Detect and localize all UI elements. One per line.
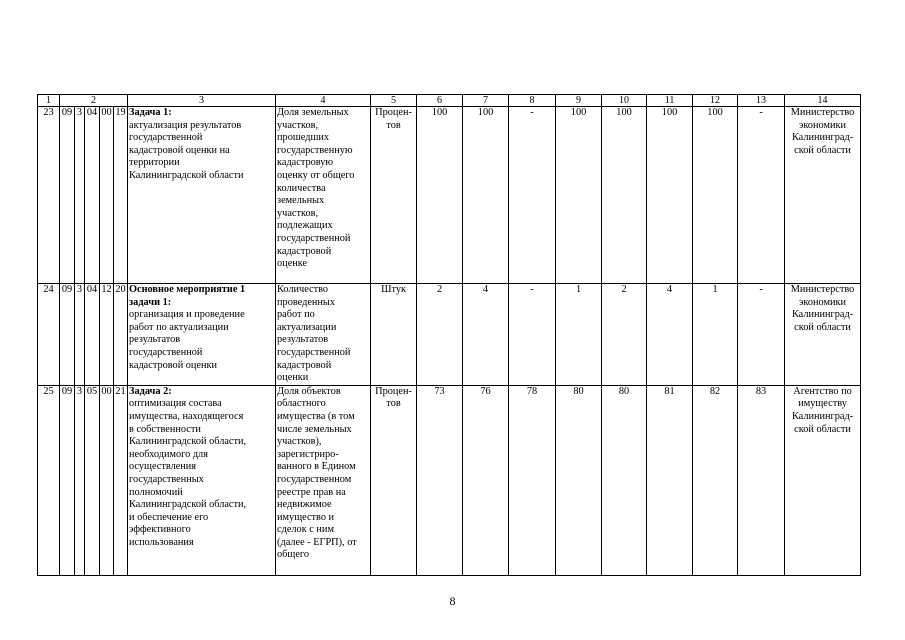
- code-cell: 00: [100, 107, 114, 284]
- row-number: 25: [38, 385, 60, 575]
- header-cell: 1: [38, 95, 60, 107]
- value-cell: 100: [556, 107, 602, 284]
- task-description: организация и проведение работ по актуализации результатов государственной кадастровой оценки: [129, 309, 245, 371]
- unit-cell: Штук: [371, 284, 417, 386]
- value-cell: -: [509, 107, 556, 284]
- unit-cell: Процен- тов: [371, 107, 417, 284]
- responsible-cell: Агентство по имуществу Калининград- ской области: [785, 385, 861, 575]
- code-cell: 09: [60, 107, 75, 284]
- plan-table: [37, 94, 861, 576]
- code-cell: 09: [60, 385, 75, 575]
- header-cell: 3: [128, 95, 276, 107]
- task-description: оптимизация состава имущества, находящегося в собственности Калининградской области, необходимого для осуществления государственных полномочий Калининградской области, и обеспечение его эффективного использования: [129, 398, 247, 548]
- header-cell: 2: [60, 95, 128, 107]
- value-cell: 100: [602, 107, 647, 284]
- code-cell: 09: [60, 284, 75, 386]
- value-cell: 78: [509, 385, 556, 575]
- indicator-cell: Количество проведенных работ по актуализации результатов государственной кадастровой оценки: [276, 284, 371, 386]
- code-cell: 3: [75, 284, 85, 386]
- value-cell: 2: [602, 284, 647, 386]
- header-cell: 11: [647, 95, 693, 107]
- table-row: [38, 107, 861, 284]
- value-cell: 80: [602, 385, 647, 575]
- code-cell: 05: [85, 385, 100, 575]
- code-cell: 00: [100, 385, 114, 575]
- header-cell: 13: [738, 95, 785, 107]
- indicator-cell: Доля земельных участков, прошедших государственную кадастровую оценку от общего количества земельных участков, подлежащих государственной кадастровой оценке: [276, 107, 371, 284]
- header-cell: 4: [276, 95, 371, 107]
- value-cell: 83: [738, 385, 785, 575]
- task-cell: [128, 284, 276, 386]
- value-cell: 100: [693, 107, 738, 284]
- code-cell: 04: [85, 284, 100, 386]
- value-cell: 80: [556, 385, 602, 575]
- code-cell: 04: [85, 107, 100, 284]
- value-cell: 73: [417, 385, 463, 575]
- value-cell: 1: [556, 284, 602, 386]
- header-cell: 7: [463, 95, 509, 107]
- code-cell: 3: [75, 385, 85, 575]
- task-title: Основное мероприятие 1 задачи 1:: [129, 284, 246, 308]
- table-row: [38, 284, 861, 386]
- value-cell: 100: [463, 107, 509, 284]
- value-cell: 1: [693, 284, 738, 386]
- code-cell: 3: [75, 107, 85, 284]
- header-cell: 10: [602, 95, 647, 107]
- task-description: актуализация результатов государственной кадастровой оценки на территории Калининградской области: [129, 119, 244, 181]
- header-cell: 8: [509, 95, 556, 107]
- indicator-cell: Доля объектов областного имущества (в том числе земельных участков), зарегистриро- ванного в Едином государственном реестре прав на недвижимое имущество и сделок с ним (далее - ЕГРП), от общего: [276, 385, 371, 575]
- responsible-cell: Министерство экономики Калининград- ской области: [785, 284, 861, 386]
- value-cell: -: [738, 284, 785, 386]
- header-cell: 12: [693, 95, 738, 107]
- value-cell: 100: [647, 107, 693, 284]
- header-row: [38, 95, 861, 107]
- row-number: 24: [38, 284, 60, 386]
- value-cell: 4: [463, 284, 509, 386]
- unit-cell: Процен- тов: [371, 385, 417, 575]
- code-cell: 19: [114, 107, 128, 284]
- task-cell: [128, 107, 276, 284]
- task-title: Задача 1:: [129, 107, 172, 118]
- task-title: Задача 2:: [129, 385, 172, 397]
- header-cell: 6: [417, 95, 463, 107]
- row-number: 23: [38, 107, 60, 284]
- code-cell: 21: [114, 385, 128, 575]
- value-cell: 2: [417, 284, 463, 386]
- header-cell: 14: [785, 95, 861, 107]
- value-cell: 100: [417, 107, 463, 284]
- page-number: 8: [449, 594, 456, 608]
- value-cell: 81: [647, 385, 693, 575]
- code-cell: 20: [114, 284, 128, 386]
- task-cell: [128, 385, 276, 575]
- table-row: [38, 385, 861, 575]
- code-cell: 12: [100, 284, 114, 386]
- value-cell: -: [509, 284, 556, 386]
- header-cell: 5: [371, 95, 417, 107]
- header-cell: 9: [556, 95, 602, 107]
- value-cell: 4: [647, 284, 693, 386]
- value-cell: -: [738, 107, 785, 284]
- responsible-cell: Министерство экономики Калининград- ской области: [785, 107, 861, 284]
- value-cell: 82: [693, 385, 738, 575]
- value-cell: 76: [463, 385, 509, 575]
